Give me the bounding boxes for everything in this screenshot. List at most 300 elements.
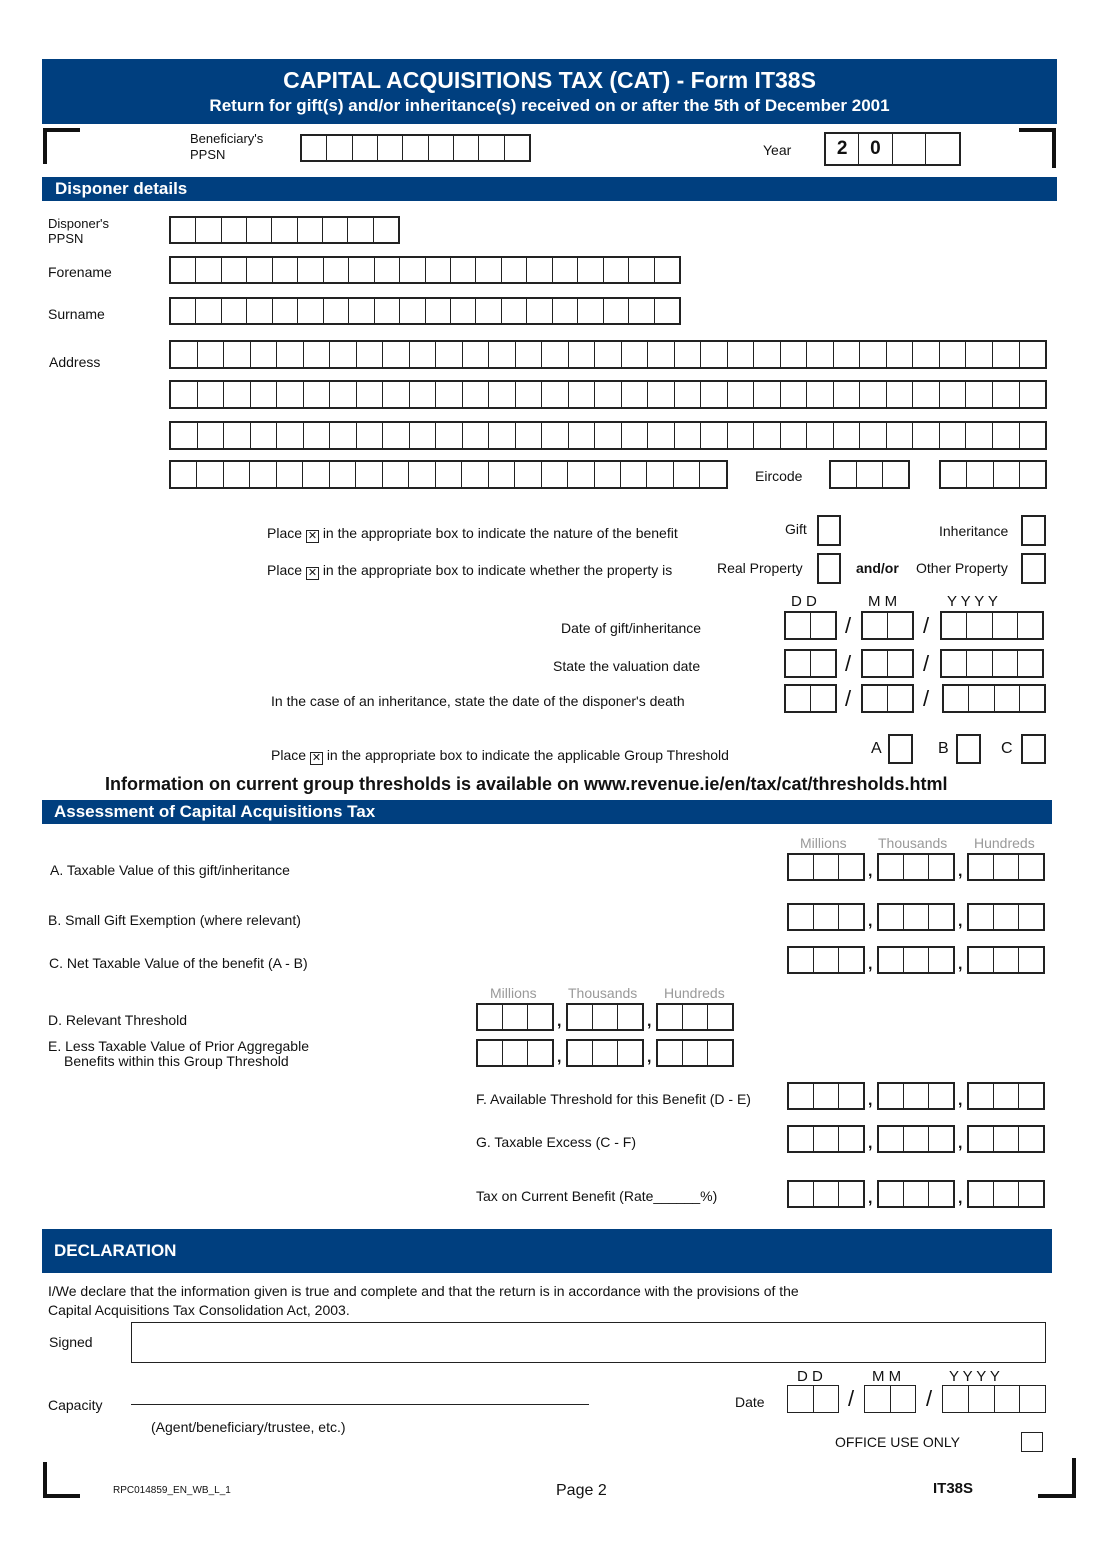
- char-cell[interactable]: [451, 258, 476, 282]
- char-cell[interactable]: [569, 423, 596, 448]
- other-property-checkbox[interactable]: [1021, 553, 1046, 584]
- hundreds-group[interactable]: [967, 853, 1045, 881]
- death-date-month[interactable]: [861, 684, 914, 713]
- char-cell[interactable]: [476, 299, 501, 323]
- char-cell[interactable]: [865, 1386, 891, 1412]
- digit-cell[interactable]: [789, 1127, 814, 1151]
- digit-cell[interactable]: [658, 1005, 683, 1029]
- thousands-group[interactable]: [877, 1180, 955, 1208]
- digit-cell[interactable]: [528, 1005, 552, 1029]
- thousands-group[interactable]: [877, 1125, 955, 1153]
- digit-cell[interactable]: [969, 1182, 994, 1206]
- digit-cell[interactable]: [1019, 1084, 1043, 1108]
- death-date-year[interactable]: [942, 684, 1046, 713]
- char-cell[interactable]: [400, 299, 425, 323]
- char-cell[interactable]: [647, 462, 673, 487]
- char-cell[interactable]: [302, 136, 327, 160]
- millions-group[interactable]: [787, 853, 865, 881]
- char-cell[interactable]: [403, 136, 428, 160]
- char-cell[interactable]: [479, 136, 504, 160]
- char-cell[interactable]: [655, 299, 679, 323]
- digit-cell[interactable]: [708, 1005, 732, 1029]
- char-cell[interactable]: [604, 299, 629, 323]
- char-cell[interactable]: [489, 462, 515, 487]
- thousands-group[interactable]: [566, 1003, 644, 1031]
- char-cell[interactable]: [648, 423, 675, 448]
- char-cell[interactable]: [553, 299, 578, 323]
- group-b-checkbox[interactable]: [956, 734, 981, 764]
- char-cell[interactable]: [834, 382, 861, 407]
- group-a-checkbox[interactable]: [888, 734, 913, 764]
- char-cell[interactable]: [578, 299, 603, 323]
- valuation-date-month[interactable]: [861, 649, 914, 678]
- millions-group[interactable]: [787, 1180, 865, 1208]
- digit-cell[interactable]: [904, 948, 929, 972]
- digit-cell[interactable]: [929, 905, 953, 929]
- char-cell[interactable]: [349, 258, 374, 282]
- digit-cell[interactable]: [1019, 948, 1043, 972]
- group-c-checkbox[interactable]: [1021, 734, 1046, 764]
- char-cell[interactable]: [277, 462, 303, 487]
- millions-group[interactable]: [787, 1125, 865, 1153]
- char-cell[interactable]: [251, 342, 278, 367]
- char-cell[interactable]: [542, 462, 568, 487]
- digit-cell[interactable]: [1019, 905, 1043, 929]
- surname-field[interactable]: [169, 297, 681, 325]
- digit-cell[interactable]: [904, 1084, 929, 1108]
- eircode-unique-field[interactable]: [939, 460, 1047, 489]
- char-cell[interactable]: [811, 613, 835, 638]
- char-cell[interactable]: [198, 382, 225, 407]
- char-cell[interactable]: [542, 342, 569, 367]
- declaration-date-month[interactable]: [864, 1385, 916, 1413]
- char-cell[interactable]: [728, 423, 755, 448]
- char-cell[interactable]: [622, 382, 649, 407]
- millions-group[interactable]: [476, 1003, 554, 1031]
- char-cell[interactable]: [222, 299, 247, 323]
- digit-cell[interactable]: [839, 855, 863, 879]
- digit-cell[interactable]: [503, 1041, 528, 1065]
- char-cell[interactable]: [857, 462, 883, 487]
- char-cell[interactable]: [993, 613, 1018, 638]
- char-cell[interactable]: [463, 423, 490, 448]
- char-cell[interactable]: [701, 382, 728, 407]
- millions-group[interactable]: [787, 903, 865, 931]
- char-cell[interactable]: [330, 462, 356, 487]
- char-cell[interactable]: [542, 423, 569, 448]
- digit-cell[interactable]: [618, 1041, 642, 1065]
- char-cell[interactable]: [277, 423, 304, 448]
- char-cell[interactable]: [410, 382, 437, 407]
- hundreds-group[interactable]: [967, 903, 1045, 931]
- char-cell[interactable]: [969, 1386, 995, 1412]
- declaration-date-day[interactable]: [787, 1385, 839, 1413]
- year-digit-3[interactable]: [893, 134, 926, 164]
- char-cell[interactable]: [888, 613, 912, 638]
- char-cell[interactable]: [754, 423, 781, 448]
- char-cell[interactable]: [222, 218, 247, 242]
- char-cell[interactable]: [993, 342, 1020, 367]
- char-cell[interactable]: [993, 423, 1020, 448]
- char-cell[interactable]: [967, 651, 992, 676]
- char-cell[interactable]: [426, 258, 451, 282]
- char-cell[interactable]: [863, 686, 888, 711]
- digit-cell[interactable]: [683, 1041, 708, 1065]
- char-cell[interactable]: [994, 462, 1020, 487]
- char-cell[interactable]: [330, 423, 357, 448]
- digit-cell[interactable]: [814, 1127, 839, 1151]
- digit-cell[interactable]: [929, 948, 953, 972]
- char-cell[interactable]: [754, 382, 781, 407]
- char-cell[interactable]: [940, 423, 967, 448]
- char-cell[interactable]: [728, 382, 755, 407]
- address-line-2[interactable]: [169, 380, 1047, 409]
- char-cell[interactable]: [728, 342, 755, 367]
- char-cell[interactable]: [942, 651, 967, 676]
- digit-cell[interactable]: [568, 1005, 593, 1029]
- digit-cell[interactable]: [929, 1084, 953, 1108]
- char-cell[interactable]: [860, 342, 887, 367]
- digit-cell[interactable]: [478, 1041, 503, 1065]
- char-cell[interactable]: [374, 218, 398, 242]
- char-cell[interactable]: [250, 462, 276, 487]
- address-line-4[interactable]: [169, 460, 728, 489]
- forename-field[interactable]: [169, 256, 681, 284]
- char-cell[interactable]: [655, 258, 679, 282]
- char-cell[interactable]: [489, 382, 516, 407]
- digit-cell[interactable]: [969, 905, 994, 929]
- char-cell[interactable]: [410, 342, 437, 367]
- char-cell[interactable]: [887, 342, 914, 367]
- millions-group[interactable]: [476, 1039, 554, 1067]
- digit-cell[interactable]: [593, 1041, 618, 1065]
- char-cell[interactable]: [171, 342, 198, 367]
- char-cell[interactable]: [273, 299, 298, 323]
- char-cell[interactable]: [944, 686, 969, 711]
- char-cell[interactable]: [383, 462, 409, 487]
- char-cell[interactable]: [527, 258, 552, 282]
- digit-cell[interactable]: [994, 905, 1019, 929]
- address-line-1[interactable]: [169, 340, 1047, 369]
- char-cell[interactable]: [578, 258, 603, 282]
- char-cell[interactable]: [834, 342, 861, 367]
- char-cell[interactable]: [224, 462, 250, 487]
- digit-cell[interactable]: [879, 1182, 904, 1206]
- char-cell[interactable]: [198, 342, 225, 367]
- digit-cell[interactable]: [929, 1182, 953, 1206]
- digit-cell[interactable]: [994, 1182, 1019, 1206]
- hundreds-group[interactable]: [967, 1082, 1045, 1110]
- char-cell[interactable]: [463, 382, 490, 407]
- char-cell[interactable]: [330, 382, 357, 407]
- digit-cell[interactable]: [789, 905, 814, 929]
- char-cell[interactable]: [196, 258, 221, 282]
- char-cell[interactable]: [969, 686, 994, 711]
- hundreds-group[interactable]: [967, 1125, 1045, 1153]
- char-cell[interactable]: [995, 1386, 1021, 1412]
- char-cell[interactable]: [811, 686, 835, 711]
- char-cell[interactable]: [860, 423, 887, 448]
- date-gift-year[interactable]: [940, 611, 1044, 640]
- char-cell[interactable]: [943, 1386, 969, 1412]
- char-cell[interactable]: [863, 613, 888, 638]
- char-cell[interactable]: [1020, 686, 1044, 711]
- char-cell[interactable]: [754, 342, 781, 367]
- char-cell[interactable]: [807, 423, 834, 448]
- char-cell[interactable]: [701, 423, 728, 448]
- char-cell[interactable]: [357, 342, 384, 367]
- char-cell[interactable]: [410, 423, 437, 448]
- char-cell[interactable]: [569, 342, 596, 367]
- digit-cell[interactable]: [683, 1005, 708, 1029]
- digit-cell[interactable]: [969, 948, 994, 972]
- digit-cell[interactable]: [814, 1084, 839, 1108]
- char-cell[interactable]: [863, 651, 888, 676]
- char-cell[interactable]: [1020, 342, 1046, 367]
- char-cell[interactable]: [356, 462, 382, 487]
- year-digit-4[interactable]: [926, 134, 959, 164]
- char-cell[interactable]: [966, 423, 993, 448]
- char-cell[interactable]: [375, 299, 400, 323]
- char-cell[interactable]: [327, 136, 352, 160]
- char-cell[interactable]: [277, 342, 304, 367]
- declaration-date-year[interactable]: [942, 1385, 1046, 1413]
- death-date-day[interactable]: [784, 684, 837, 713]
- disponer-ppsn-field[interactable]: [169, 216, 400, 244]
- char-cell[interactable]: [383, 423, 410, 448]
- char-cell[interactable]: [224, 382, 251, 407]
- hundreds-group[interactable]: [967, 1180, 1045, 1208]
- char-cell[interactable]: [198, 423, 225, 448]
- beneficiary-ppsn-field[interactable]: [300, 134, 531, 162]
- capacity-field[interactable]: [131, 1403, 589, 1405]
- inheritance-checkbox[interactable]: [1021, 515, 1046, 546]
- digit-cell[interactable]: [969, 1127, 994, 1151]
- char-cell[interactable]: [860, 382, 887, 407]
- digit-cell[interactable]: [1019, 855, 1043, 879]
- digit-cell[interactable]: [658, 1041, 683, 1065]
- digit-cell[interactable]: [568, 1041, 593, 1065]
- digit-cell[interactable]: [839, 1127, 863, 1151]
- digit-cell[interactable]: [879, 905, 904, 929]
- char-cell[interactable]: [247, 299, 272, 323]
- char-cell[interactable]: [304, 342, 331, 367]
- digit-cell[interactable]: [839, 905, 863, 929]
- digit-cell[interactable]: [1019, 1182, 1043, 1206]
- digit-cell[interactable]: [994, 948, 1019, 972]
- digit-cell[interactable]: [839, 948, 863, 972]
- char-cell[interactable]: [357, 423, 384, 448]
- char-cell[interactable]: [941, 462, 967, 487]
- digit-cell[interactable]: [789, 855, 814, 879]
- digit-cell[interactable]: [879, 1127, 904, 1151]
- digit-cell[interactable]: [528, 1041, 552, 1065]
- char-cell[interactable]: [811, 651, 835, 676]
- char-cell[interactable]: [505, 136, 529, 160]
- char-cell[interactable]: [788, 1386, 814, 1412]
- char-cell[interactable]: [993, 382, 1020, 407]
- char-cell[interactable]: [831, 462, 857, 487]
- char-cell[interactable]: [887, 382, 914, 407]
- date-gift-month[interactable]: [861, 611, 914, 640]
- char-cell[interactable]: [353, 136, 378, 160]
- char-cell[interactable]: [515, 462, 541, 487]
- char-cell[interactable]: [324, 299, 349, 323]
- char-cell[interactable]: [171, 462, 197, 487]
- digit-cell[interactable]: [618, 1005, 642, 1029]
- char-cell[interactable]: [196, 299, 221, 323]
- real-property-checkbox[interactable]: [817, 553, 841, 584]
- char-cell[interactable]: [196, 218, 221, 242]
- char-cell[interactable]: [429, 136, 454, 160]
- digit-cell[interactable]: [789, 948, 814, 972]
- char-cell[interactable]: [595, 423, 622, 448]
- millions-group[interactable]: [787, 946, 865, 974]
- char-cell[interactable]: [323, 218, 348, 242]
- char-cell[interactable]: [348, 218, 373, 242]
- char-cell[interactable]: [629, 299, 654, 323]
- digit-cell[interactable]: [929, 1127, 953, 1151]
- char-cell[interactable]: [542, 382, 569, 407]
- char-cell[interactable]: [462, 462, 488, 487]
- char-cell[interactable]: [527, 299, 552, 323]
- thousands-group[interactable]: [877, 903, 955, 931]
- char-cell[interactable]: [700, 462, 725, 487]
- char-cell[interactable]: [378, 136, 403, 160]
- digit-cell[interactable]: [789, 1084, 814, 1108]
- char-cell[interactable]: [595, 382, 622, 407]
- digit-cell[interactable]: [839, 1084, 863, 1108]
- char-cell[interactable]: [357, 382, 384, 407]
- char-cell[interactable]: [436, 342, 463, 367]
- hundreds-group[interactable]: [967, 946, 1045, 974]
- char-cell[interactable]: [629, 258, 654, 282]
- char-cell[interactable]: [1020, 462, 1045, 487]
- char-cell[interactable]: [349, 299, 374, 323]
- char-cell[interactable]: [1020, 423, 1046, 448]
- thousands-group[interactable]: [566, 1039, 644, 1067]
- char-cell[interactable]: [891, 1386, 916, 1412]
- hundreds-group[interactable]: [656, 1039, 734, 1067]
- char-cell[interactable]: [298, 299, 323, 323]
- char-cell[interactable]: [995, 686, 1020, 711]
- digit-cell[interactable]: [478, 1005, 503, 1029]
- char-cell[interactable]: [171, 299, 196, 323]
- char-cell[interactable]: [251, 382, 278, 407]
- char-cell[interactable]: [247, 258, 272, 282]
- char-cell[interactable]: [516, 423, 543, 448]
- char-cell[interactable]: [224, 423, 251, 448]
- digit-cell[interactable]: [994, 855, 1019, 879]
- millions-group[interactable]: [787, 1082, 865, 1110]
- char-cell[interactable]: [476, 258, 501, 282]
- char-cell[interactable]: [383, 342, 410, 367]
- char-cell[interactable]: [171, 423, 198, 448]
- thousands-group[interactable]: [877, 946, 955, 974]
- char-cell[interactable]: [502, 299, 527, 323]
- char-cell[interactable]: [913, 342, 940, 367]
- char-cell[interactable]: [967, 613, 992, 638]
- valuation-date-day[interactable]: [784, 649, 837, 678]
- char-cell[interactable]: [436, 423, 463, 448]
- char-cell[interactable]: [409, 462, 435, 487]
- digit-cell[interactable]: [839, 1182, 863, 1206]
- char-cell[interactable]: [324, 258, 349, 282]
- char-cell[interactable]: [595, 462, 621, 487]
- char-cell[interactable]: [516, 342, 543, 367]
- digit-cell[interactable]: [814, 855, 839, 879]
- char-cell[interactable]: [426, 299, 451, 323]
- digit-cell[interactable]: [814, 905, 839, 929]
- digit-cell[interactable]: [904, 855, 929, 879]
- char-cell[interactable]: [303, 462, 329, 487]
- char-cell[interactable]: [622, 342, 649, 367]
- char-cell[interactable]: [400, 258, 425, 282]
- char-cell[interactable]: [887, 423, 914, 448]
- char-cell[interactable]: [171, 258, 196, 282]
- char-cell[interactable]: [553, 258, 578, 282]
- char-cell[interactable]: [604, 258, 629, 282]
- char-cell[interactable]: [489, 342, 516, 367]
- gift-checkbox[interactable]: [817, 515, 841, 546]
- digit-cell[interactable]: [994, 1127, 1019, 1151]
- char-cell[interactable]: [1018, 651, 1042, 676]
- char-cell[interactable]: [298, 218, 323, 242]
- thousands-group[interactable]: [877, 1082, 955, 1110]
- char-cell[interactable]: [197, 462, 223, 487]
- char-cell[interactable]: [569, 382, 596, 407]
- char-cell[interactable]: [272, 218, 297, 242]
- digit-cell[interactable]: [969, 1084, 994, 1108]
- char-cell[interactable]: [595, 342, 622, 367]
- char-cell[interactable]: [967, 462, 993, 487]
- digit-cell[interactable]: [708, 1041, 732, 1065]
- digit-cell[interactable]: [994, 1084, 1019, 1108]
- char-cell[interactable]: [674, 462, 700, 487]
- char-cell[interactable]: [940, 342, 967, 367]
- char-cell[interactable]: [888, 651, 912, 676]
- digit-cell[interactable]: [904, 905, 929, 929]
- char-cell[interactable]: [883, 462, 908, 487]
- signature-field[interactable]: [131, 1322, 1046, 1363]
- char-cell[interactable]: [304, 423, 331, 448]
- digit-cell[interactable]: [503, 1005, 528, 1029]
- char-cell[interactable]: [675, 423, 702, 448]
- digit-cell[interactable]: [814, 948, 839, 972]
- char-cell[interactable]: [222, 258, 247, 282]
- address-line-3[interactable]: [169, 421, 1047, 450]
- digit-cell[interactable]: [904, 1182, 929, 1206]
- char-cell[interactable]: [781, 423, 808, 448]
- char-cell[interactable]: [451, 299, 476, 323]
- char-cell[interactable]: [298, 258, 323, 282]
- digit-cell[interactable]: [879, 855, 904, 879]
- char-cell[interactable]: [913, 382, 940, 407]
- hundreds-group[interactable]: [656, 1003, 734, 1031]
- char-cell[interactable]: [675, 342, 702, 367]
- digit-cell[interactable]: [969, 855, 994, 879]
- char-cell[interactable]: [675, 382, 702, 407]
- date-gift-day[interactable]: [784, 611, 837, 640]
- char-cell[interactable]: [966, 382, 993, 407]
- digit-cell[interactable]: [1019, 1127, 1043, 1151]
- char-cell[interactable]: [375, 258, 400, 282]
- char-cell[interactable]: [621, 462, 647, 487]
- char-cell[interactable]: [304, 382, 331, 407]
- char-cell[interactable]: [993, 651, 1018, 676]
- char-cell[interactable]: [942, 613, 967, 638]
- char-cell[interactable]: [436, 382, 463, 407]
